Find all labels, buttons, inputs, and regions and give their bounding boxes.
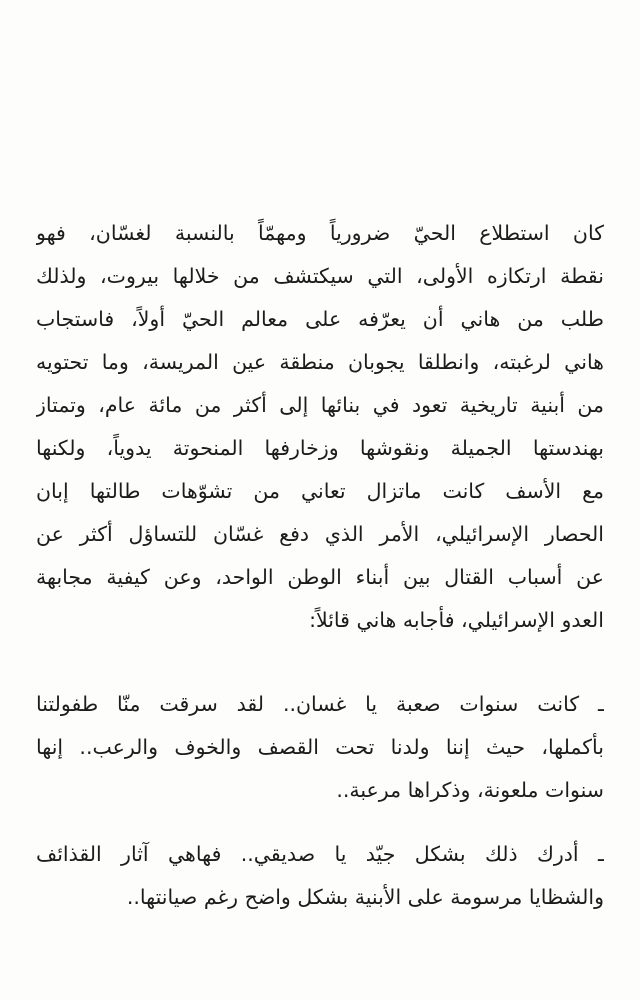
paragraph-dialogue-ghassan xyxy=(36,833,604,919)
text-line: العدو الإسرائيلي، فأجابه هاني قائلاً: xyxy=(309,608,604,632)
text-line: كان استطلاع الحيّ ضرورياً ومهمّاً بالنسبة لغسّان، فهو xyxy=(36,221,604,245)
text-line: طلب من هاني أن يعرّفه على معالم الحيّ أولاً، فاستجاب xyxy=(36,307,604,331)
text-line: بهندستها الجميلة ونقوشها وزخارفها المنحوتة يدوياً، ولكنها xyxy=(36,436,604,460)
paragraph-narration xyxy=(36,212,604,642)
text-line: هاني لرغبته، وانطلقا يجوبان منطقة عين المريسة، وما تحتويه xyxy=(36,350,604,374)
text-line: بأكملها، حيث إننا ولدنا تحت القصف والخوف والرعب.. إنها xyxy=(36,735,604,759)
text-line: والشظايا مرسومة على الأبنية بشكل واضح رغم صيانتها.. xyxy=(126,885,604,909)
paragraph-dialogue-hani xyxy=(36,683,604,812)
text-line: ـ كانت سنوات صعبة يا غسان.. لقد سرقت منّا طفولتنا xyxy=(36,692,604,716)
text-line: نقطة ارتكازه الأولى، التي سيكتشف من خلالها بيروت، ولذلك xyxy=(36,264,604,288)
text-line: الحصار الإسرائيلي، الأمر الذي دفع غسّان للتساؤل أكثر عن xyxy=(36,522,604,546)
text-line: مع الأسف كانت ماتزال تعاني من تشوّهات طالتها إبان xyxy=(36,479,604,503)
text-line: سنوات ملعونة، وذكراها مرعبة.. xyxy=(336,778,604,802)
text-line: ـ أدرك ذلك بشكل جيّد يا صديقي.. فهاهي آثار القذائف xyxy=(36,842,604,866)
text-line: من أبنية تاريخية تعود في بنائها إلى أكثر من مائة عام، وتمتاز xyxy=(36,393,604,417)
text-line: عن أسباب القتال بين أبناء الوطن الواحد، وعن كيفية مجابهة xyxy=(36,565,604,589)
